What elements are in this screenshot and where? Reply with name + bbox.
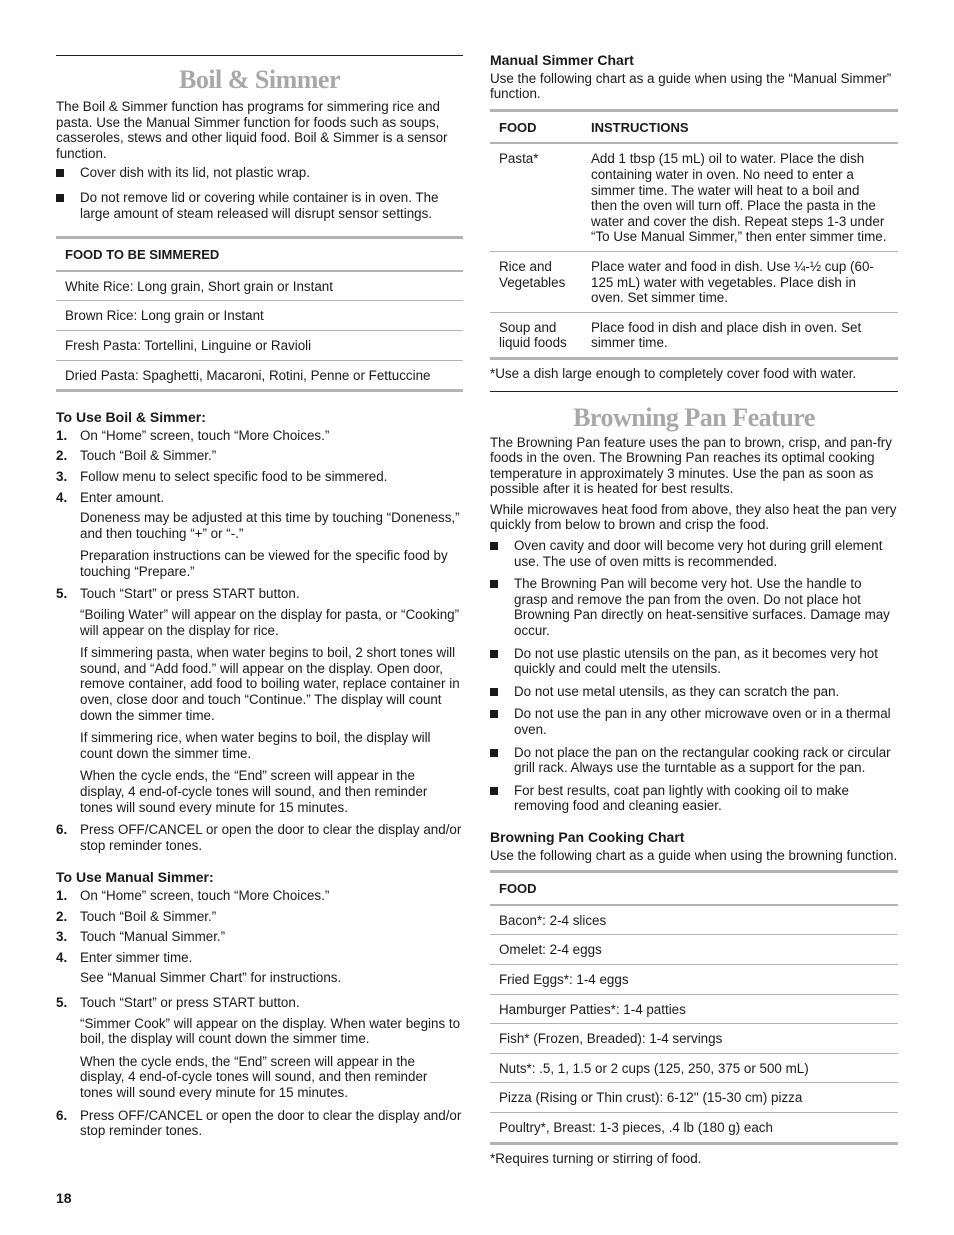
- step-note: Doneness may be adjusted at this time by touching “Doneness,” and then touching “+” or “-.”: [80, 510, 460, 541]
- table-cell: White Rice: Long grain, Short grain or Instant: [65, 278, 333, 294]
- boil-bullet: Cover dish with its lid, not plastic wrap.: [56, 165, 463, 181]
- step-number: 6.: [56, 1107, 68, 1123]
- table-cell: Fried Eggs*: 1-4 eggs: [490, 964, 898, 994]
- table-row: [490, 1053, 898, 1083]
- step: [56, 469, 463, 485]
- table-row: [490, 964, 898, 994]
- step-number: 4.: [56, 949, 68, 965]
- browning-bullet: Do not place the pan on the rectangular cooking rack or circular grill rack. Always use the turntable as a support for the pan.: [490, 745, 898, 776]
- table-row: [490, 935, 898, 965]
- browning-pan-title: Browning Pan Feature: [573, 402, 815, 432]
- browning-intro: The Browning Pan feature uses the pan to brown, crisp, and pan-fry foods in the oven. The Browning Pan reaches its optimal cooking temperature in approximately 3 minutes. Use the pan as soon as possible after it is heated for best results.: [490, 434, 892, 497]
- step-text: Touch “Start” or press START button.: [80, 586, 300, 602]
- simmer-footnote: *Use a dish large enough to completely cover food with water.: [490, 366, 898, 392]
- step-number: 2.: [56, 908, 68, 924]
- table-cell: Brown Rice: Long grain or Instant: [56, 301, 463, 331]
- browning-bullet: Do not use plastic utensils on the pan, as it becomes very hot quickly and could melt the utensils.: [490, 646, 898, 677]
- left-column: [56, 0, 463, 1139]
- browning-chart-heading: Browning Pan Cooking Chart: [490, 828, 685, 845]
- step-text: Enter amount.: [80, 489, 165, 505]
- step: [56, 909, 463, 925]
- table-row: [56, 330, 463, 360]
- table-row: [490, 994, 898, 1024]
- step-number: 5.: [56, 994, 68, 1010]
- step-number: 1.: [56, 427, 68, 443]
- food-cell: Pasta*: [499, 151, 539, 167]
- step-note: If simmering rice, when water begins to boil, the display will count down the simmer time.: [80, 730, 431, 761]
- step-note: When the cycle ends, the “End” screen will appear in the display, 4 end-of-cycle tones will sound, and then reminder tones will sound every minute for 15 minutes.: [80, 768, 428, 815]
- instructions-cell: Place water and food in dish. Use ¼-½ cup (60-125 mL) water with vegetables. Place dish in oven. Set simmer time.: [582, 251, 898, 312]
- step-text: Press OFF/CANCEL or open the door to clear the display and/or stop reminder tones.: [80, 822, 462, 853]
- table-row: [56, 271, 463, 301]
- food-simmered-table: [56, 236, 463, 392]
- use-manual-heading: To Use Manual Simmer:: [56, 869, 214, 886]
- step-note: See “Manual Simmer Chart” for instructions.: [80, 970, 342, 986]
- table-header: FOOD TO BE SIMMERED: [56, 238, 463, 271]
- table-row: [56, 360, 463, 391]
- step-text: Touch “Manual Simmer.”: [80, 929, 226, 945]
- food-cell: Rice and Vegetables: [490, 251, 582, 312]
- step: [56, 428, 463, 444]
- step-number: 1.: [56, 887, 68, 903]
- table-row: [490, 1112, 898, 1143]
- step: [56, 822, 463, 853]
- step-text: Touch “Start” or press START button.: [80, 994, 300, 1010]
- step-text: Enter simmer time.: [80, 949, 193, 965]
- browning-bullet: Do not use the pan in any other microwave oven or in a thermal oven.: [490, 706, 898, 737]
- table-cell: Poultry*, Breast: 1-3 pieces, .4 lb (180 g) each: [490, 1112, 898, 1143]
- table-row: [490, 1024, 898, 1054]
- table-row: [490, 251, 898, 312]
- column-header-food: FOOD: [490, 872, 898, 905]
- manual-simmer-chart-intro: Use the following chart as a guide when using the “Manual Simmer” function.: [490, 70, 892, 102]
- step-text: On “Home” screen, touch “More Choices.”: [80, 887, 330, 903]
- step-number: 3.: [56, 929, 68, 945]
- browning-chart-intro: Use the following chart as a guide when using the browning function.: [490, 847, 898, 863]
- manual-simmer-chart-heading: Manual Simmer Chart: [490, 52, 634, 68]
- step: [56, 929, 463, 945]
- browning-intro-2: While microwaves heat food from above, they also heat the pan very quickly from below to brown and crisp the food.: [490, 501, 897, 533]
- step: [56, 586, 463, 602]
- table-cell: Dried Pasta: Spaghetti, Macaroni, Rotini, Penne or Fettuccine: [56, 360, 463, 391]
- step-note: “Boiling Water” will appear on the display for pasta, or “Cooking” will appear on the display for rice.: [80, 607, 460, 638]
- browning-footnote: *Requires turning or stirring of food.: [490, 1150, 702, 1166]
- browning-pan-table: [490, 870, 898, 1144]
- step-text: Touch “Boil & Simmer.”: [80, 448, 217, 464]
- step-note: Preparation instructions can be viewed for the specific food by touching “Prepare.”: [80, 548, 448, 579]
- page-number: 18: [56, 1190, 72, 1206]
- step-note: When the cycle ends, the “End” screen will appear in the display, 4 end-of-cycle tones will sound, and then reminder tones will sound every minute for 15 minutes.: [80, 1053, 428, 1100]
- column-header-instructions: INSTRUCTIONS: [582, 110, 898, 143]
- step: [56, 448, 463, 464]
- table-cell: Bacon*: 2-4 slices: [499, 912, 607, 928]
- step-note: “Simmer Cook” will appear on the display. When water begins to boil, the display will count down the simmer time.: [80, 1015, 461, 1047]
- step-text: Follow menu to select specific food to be simmered.: [80, 468, 388, 484]
- step-text: On “Home” screen, touch “More Choices.”: [80, 427, 330, 443]
- table-cell: Hamburger Patties*: 1-4 patties: [490, 994, 898, 1024]
- step-note: If simmering pasta, when water begins to boil, 2 short tones will sound, and “Add food.” will appear on the display. Open door, remove container, add food to boiling water, replace container in oven, close door and touch “Continue.” The display will count down the simmer time.: [80, 645, 460, 723]
- table-row: [490, 143, 898, 251]
- browning-bullet: For best results, coat pan lightly with cooking oil to make removing food and cleaning easier.: [490, 783, 898, 814]
- step-number: 5.: [56, 586, 68, 602]
- step: [56, 888, 463, 904]
- step-text: Touch “Boil & Simmer.”: [80, 908, 217, 924]
- step: [56, 995, 463, 1011]
- manual-simmer-table: [490, 109, 898, 360]
- boil-simmer-title: Boil & Simmer: [178, 65, 341, 94]
- step-number: 2.: [56, 448, 68, 464]
- step: [56, 950, 463, 966]
- instructions-cell: Add 1 tbsp (15 mL) oil to water. Place the dish containing water in oven. No need to enter a simmer time. The water will heat to a boil and then the oven will turn off. Place the pasta in the water and cover the dish. Repeat steps 1-3 under “To Use Manual Simmer,” then enter simmer time.: [591, 151, 887, 245]
- right-column: [490, 0, 898, 1166]
- browning-bullet: The Browning Pan will become very hot. Use the handle to grasp and remove the pan from the oven. Do not place hot Browning Pan directly on heat-sensitive surfaces. Damage may occur.: [490, 576, 898, 638]
- table-cell: Fresh Pasta: Tortellini, Linguine or Ravioli: [56, 330, 463, 360]
- step: [56, 1108, 463, 1139]
- step-number: 3.: [56, 468, 68, 484]
- boil-intro: The Boil & Simmer function has programs for simmering rice and pasta. Use the Manual Simmer function for foods such as soups, casseroles, stews and other liquid food. Boil & Simmer is a sensor function.: [56, 99, 448, 161]
- food-cell: Soup and liquid foods: [490, 312, 582, 358]
- table-cell: Fish* (Frozen, Breaded): 1-4 servings: [490, 1024, 898, 1054]
- table-row: [490, 312, 898, 358]
- boil-bullet: Do not remove lid or covering while container is in oven. The large amount of steam released will disrupt sensor settings.: [56, 190, 463, 221]
- table-cell: Pizza (Rising or Thin crust): 6-12'' (15-30 cm) pizza: [490, 1083, 898, 1113]
- table-cell: Nuts*: .5, 1, 1.5 or 2 cups (125, 250, 375 or 500 mL): [490, 1053, 898, 1083]
- step-text: Press OFF/CANCEL or open the door to clear the display and/or stop reminder tones.: [80, 1107, 462, 1139]
- instructions-cell: Place food in dish and place dish in oven. Set simmer time.: [582, 312, 898, 358]
- table-row: [490, 905, 898, 935]
- browning-bullet: Do not use metal utensils, as they can scratch the pan.: [490, 684, 898, 700]
- column-header-food: FOOD: [490, 110, 582, 143]
- browning-bullet: Oven cavity and door will become very hot during grill element use. The use of oven mitts is recommended.: [490, 538, 898, 569]
- table-row: [56, 301, 463, 331]
- table-row: [490, 1083, 898, 1113]
- step-number: 4.: [56, 489, 68, 505]
- step-number: 6.: [56, 822, 68, 838]
- table-cell: Omelet: 2-4 eggs: [490, 935, 898, 965]
- use-boil-heading: To Use Boil & Simmer:: [56, 409, 206, 426]
- step: [56, 490, 463, 506]
